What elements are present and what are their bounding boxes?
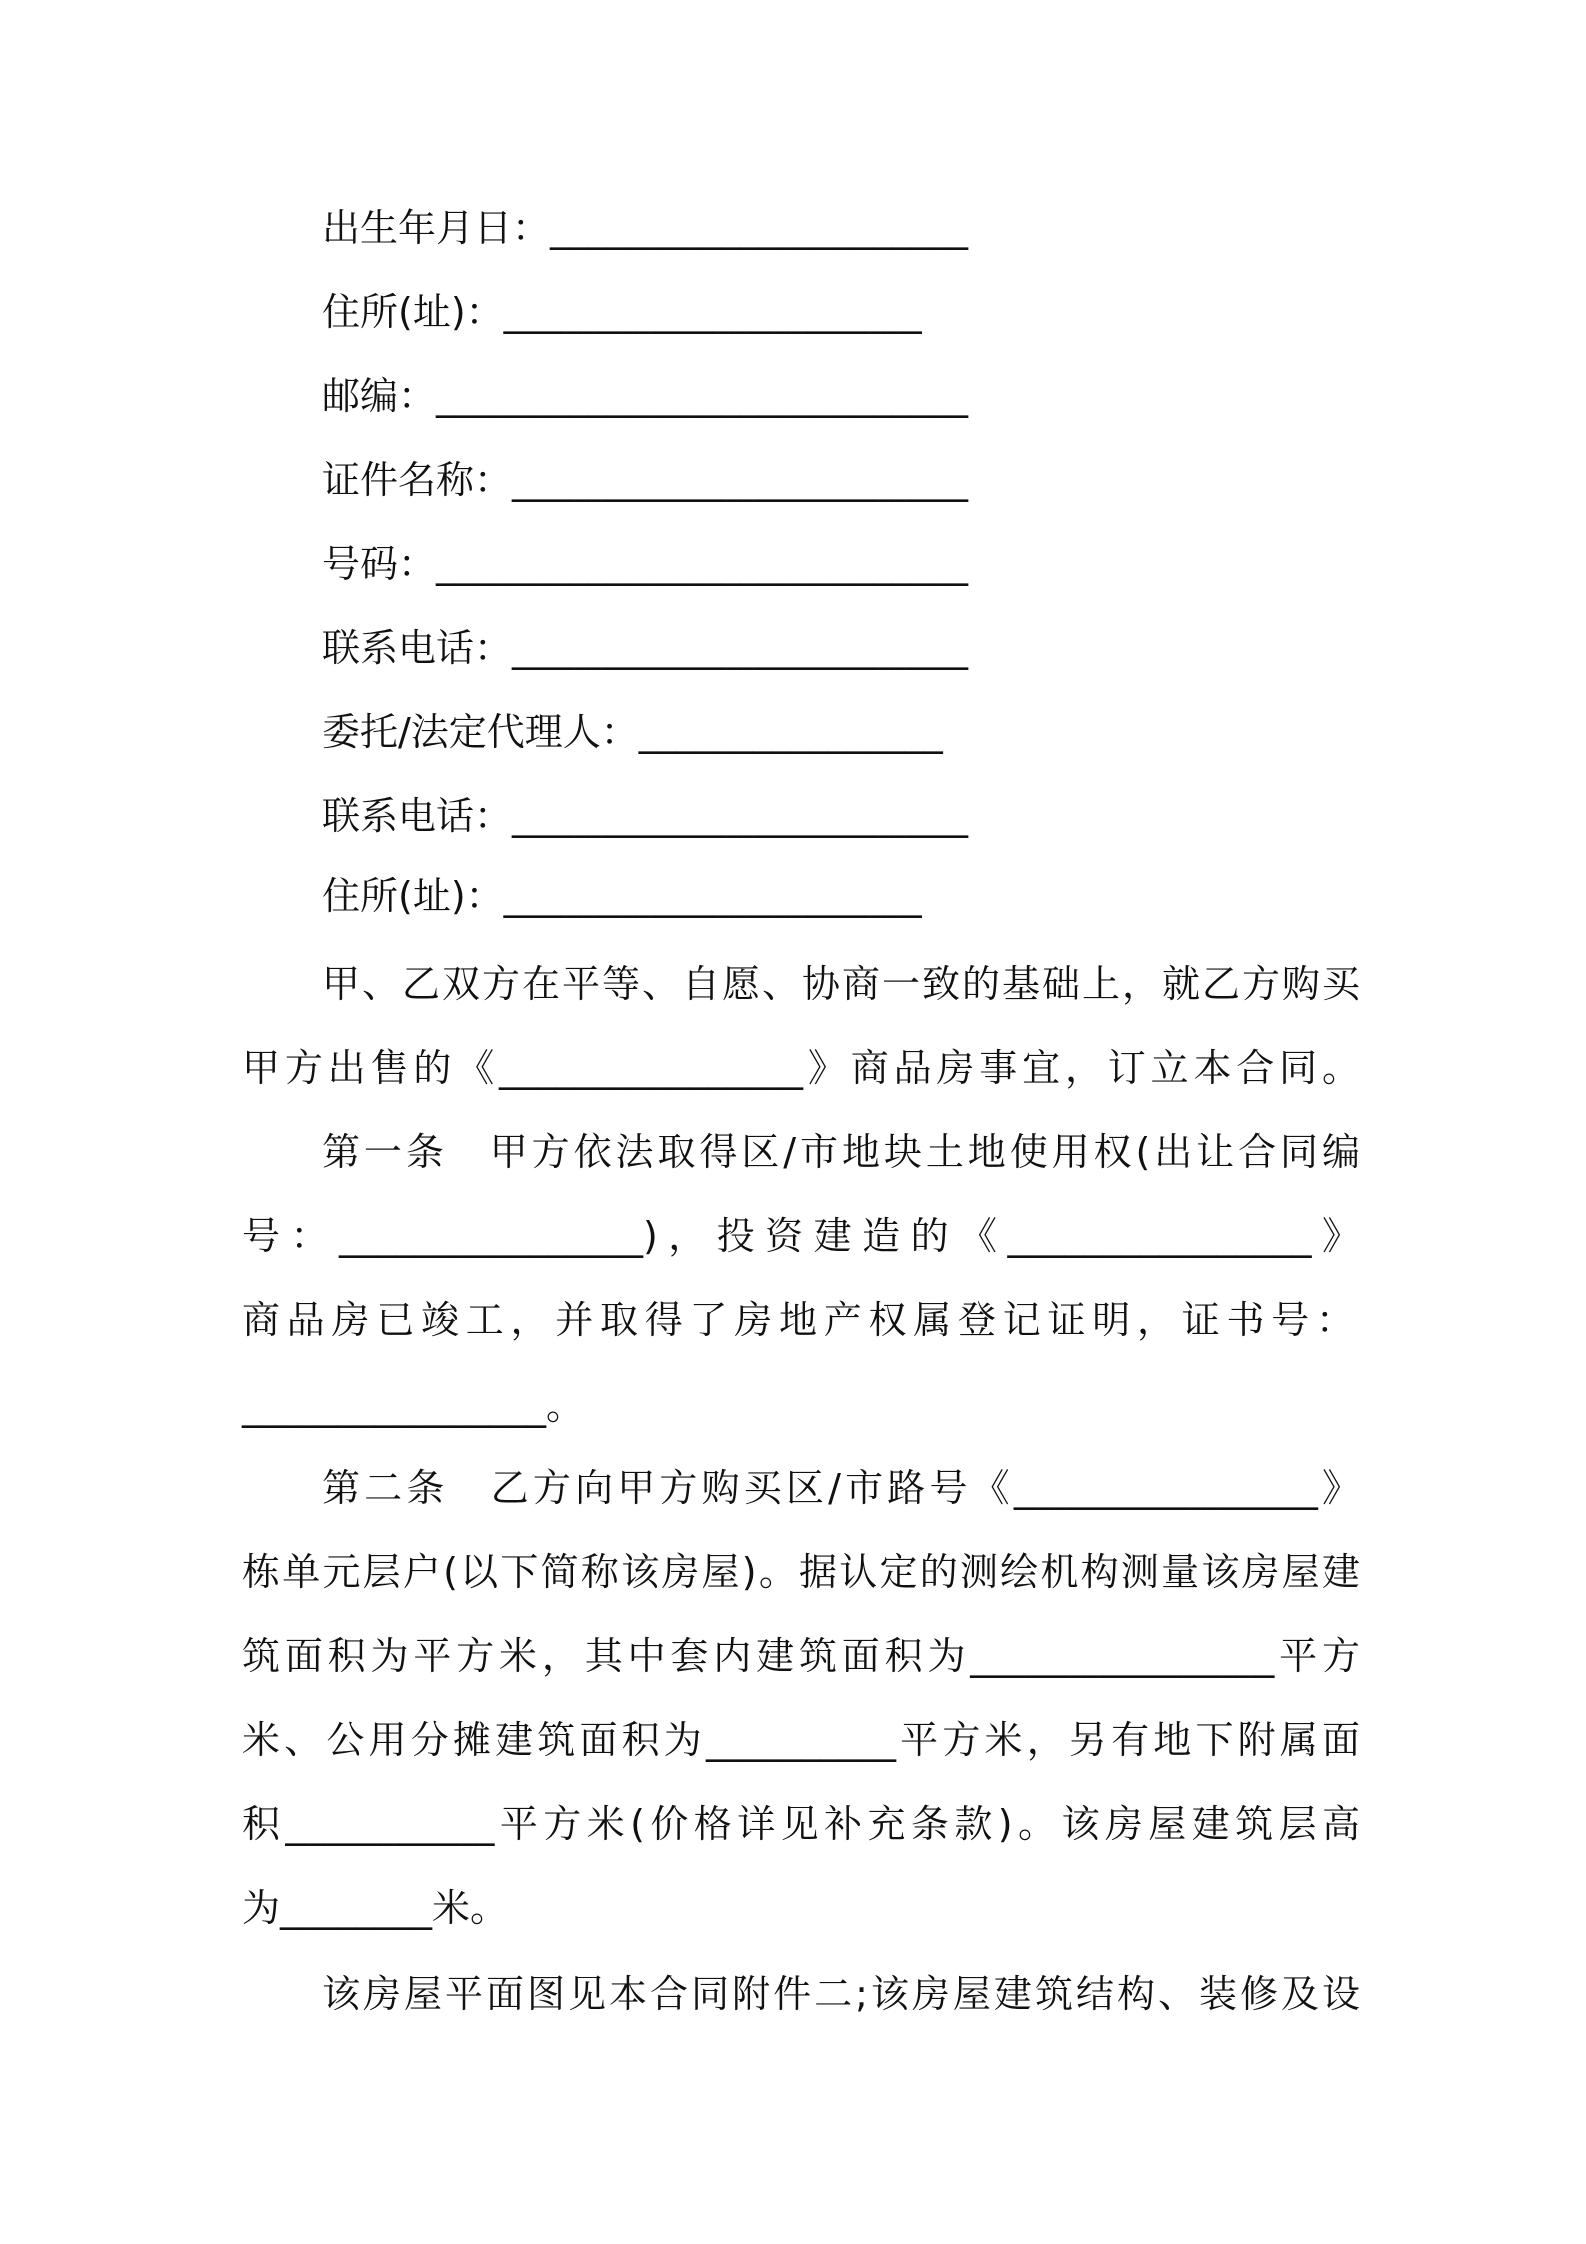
field-birth-date: 出生年月日：______________________ bbox=[322, 206, 969, 250]
field-phone: 联系电话：________________________ bbox=[322, 626, 969, 670]
floor-plan-line: 该房屋平面图见本合同附件二;该房屋建筑结构、装修及设 bbox=[322, 1972, 1360, 2016]
field-agent-address: 住所(址)：______________________ bbox=[322, 874, 922, 918]
article-1-line-4: ________________。 bbox=[242, 1384, 585, 1428]
field-id-type: 证件名称：________________________ bbox=[322, 458, 969, 502]
article-2-line-1: 第二条 乙方向甲方购买区/市路号《________________》 bbox=[322, 1466, 1360, 1510]
article-2-line-3: 筑面积为平方米，其中套内建筑面积为________________平方 bbox=[242, 1634, 1360, 1678]
field-agent: 委托/法定代理人：________________ bbox=[322, 710, 943, 754]
article-2-line-6: 为________米。 bbox=[242, 1886, 509, 1930]
article-2-line-5: 积___________平方米(价格详见补充条款)。该房屋建筑层高 bbox=[242, 1802, 1360, 1846]
field-postcode: 邮编：____________________________ bbox=[322, 374, 969, 418]
article-1-line-3: 商品房已竣工，并取得了房地产权属登记证明，证书号： bbox=[242, 1298, 1360, 1342]
article-1-line-2: 号：________________)，投资建造的《________________》 bbox=[242, 1214, 1360, 1258]
article-2-line-2: 栋单元层户(以下简称该房屋)。据认定的测绘机构测量该房屋建 bbox=[242, 1550, 1360, 1594]
field-agent-phone: 联系电话：________________________ bbox=[322, 794, 969, 838]
field-address: 住所(址)：______________________ bbox=[322, 290, 922, 334]
preamble-line-1: 甲、乙双方在平等、自愿、协商一致的基础上，就乙方购买 bbox=[322, 962, 1360, 1006]
article-2-line-4: 米、公用分摊建筑面积为__________平方米，另有地下附属面 bbox=[242, 1718, 1360, 1762]
field-id-number: 号码：____________________________ bbox=[322, 542, 969, 586]
article-1-line-1: 第一条 甲方依法取得区/市地块土地使用权(出让合同编 bbox=[322, 1130, 1360, 1174]
preamble-line-2: 甲方出售的《________________》商品房事宜，订立本合同。 bbox=[242, 1046, 1360, 1090]
